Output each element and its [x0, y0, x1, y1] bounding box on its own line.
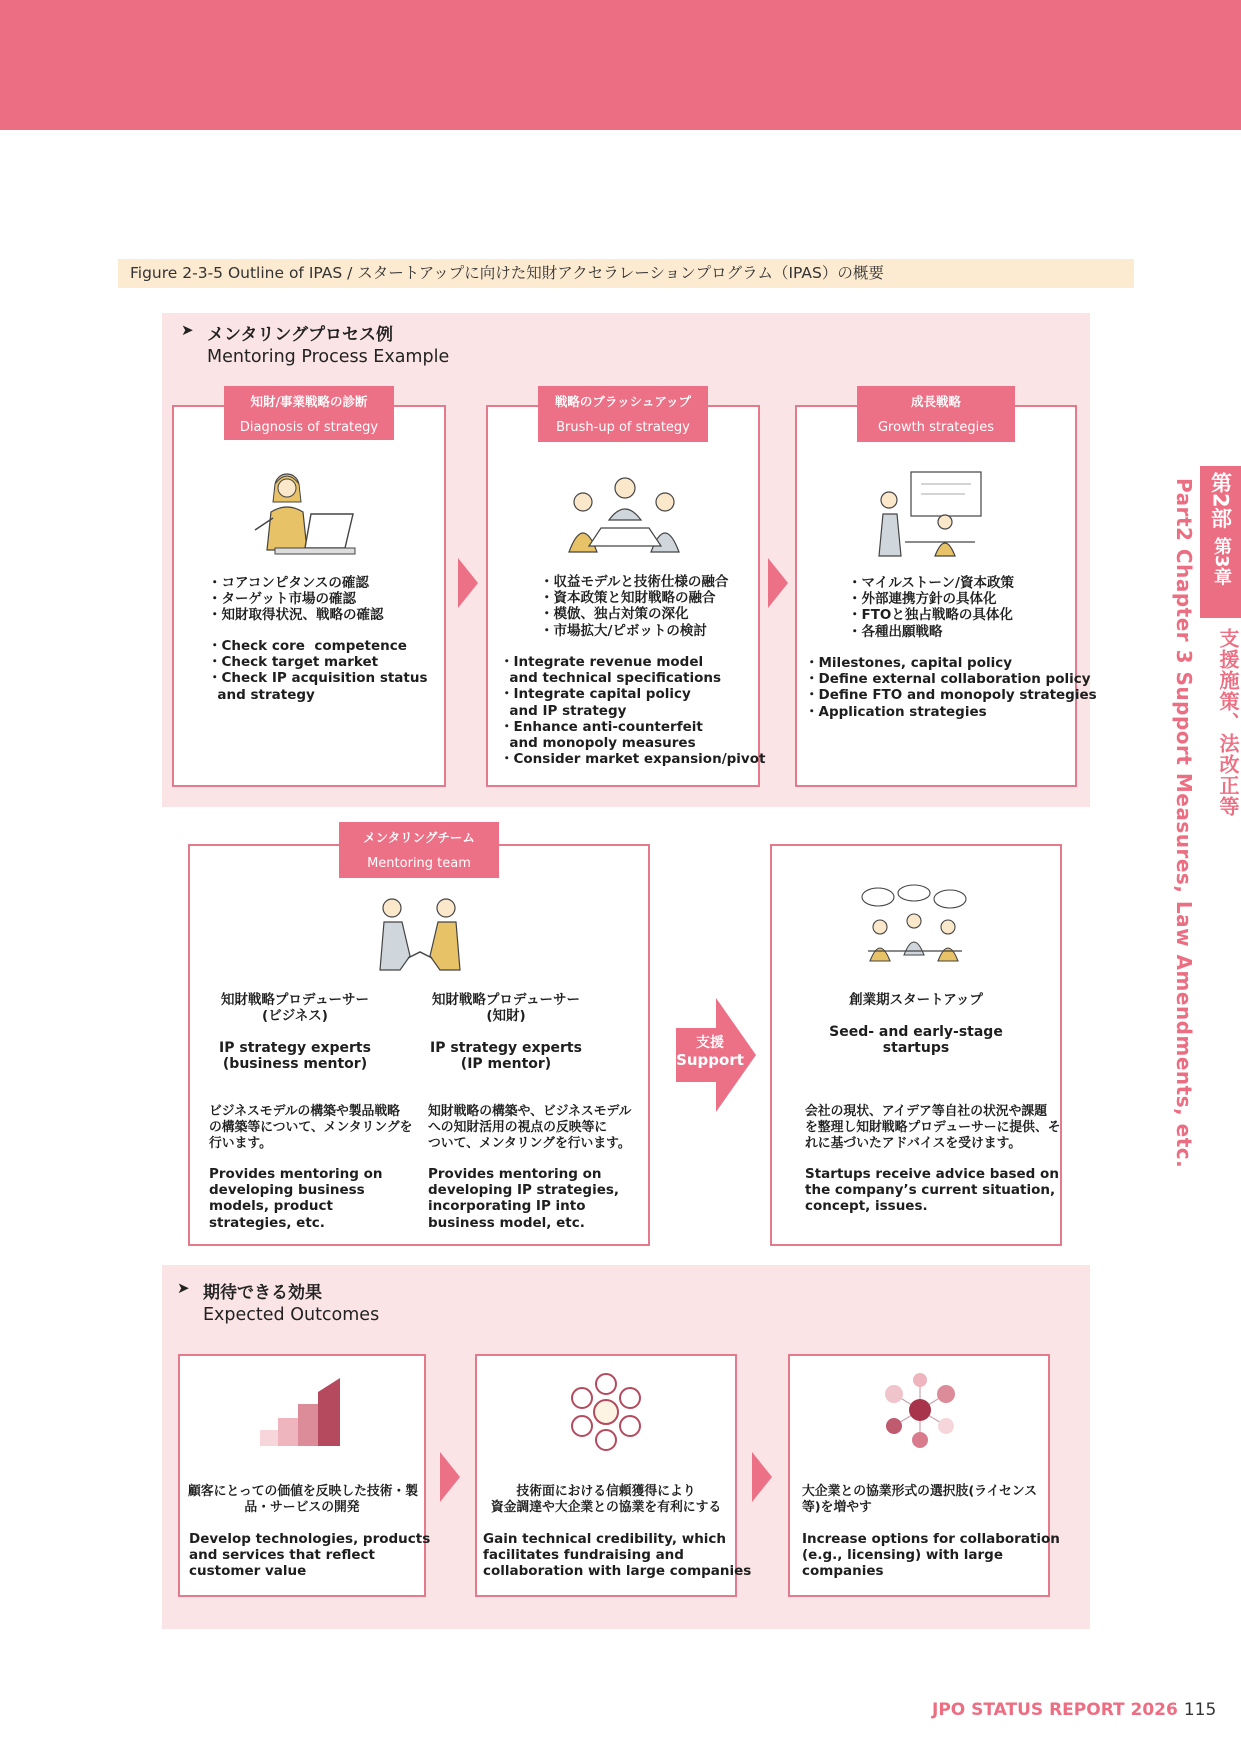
- outcome-3-jp: 大企業との協業形式の選択肢(ライセンス 等)を増やす: [802, 1484, 1038, 1516]
- mentoring-process-heading: [181, 320, 450, 367]
- step-diagnosis-tag-jp: 知財/事業戦略の診断: [250, 394, 368, 409]
- growth-bars-icon: [260, 1378, 340, 1446]
- support-label: [676, 1035, 744, 1069]
- step-brushup-tag: [538, 386, 708, 442]
- step-growth-tag: [857, 386, 1015, 442]
- step-diagnosis-en-list: ・Check core competence ・Check target market ・Check IP acquisition status and strategy: [208, 638, 428, 703]
- process-arrow-1-icon: [458, 558, 478, 608]
- support-label-jp: 支援: [696, 1035, 724, 1051]
- outcome-arrow-2-icon: [752, 1452, 772, 1502]
- step-growth-en-list: ・Milestones, capital policy ・Define external collaboration policy ・Define FTO and monopoly strategies ・Application strategies: [805, 655, 1097, 720]
- mentoring-team-tag-jp: メンタリングチーム: [363, 830, 475, 845]
- page-number: 115: [1183, 1700, 1217, 1720]
- presentation-illustration-icon: [875, 470, 985, 562]
- arrow-bullet-icon: ➤: [177, 1279, 190, 1297]
- business-mentor-title-jp: 知財戦略プロデューサー (ビジネス): [220, 992, 370, 1025]
- startup-team-illustration-icon: [858, 885, 970, 971]
- header-band: [0, 0, 1241, 130]
- support-label-en: Support: [676, 1051, 744, 1069]
- ip-mentor-title-jp: 知財戦略プロデューサー (知財): [431, 992, 581, 1025]
- side-chapter-title-en: Part2 Chapter 3 Support Measures, Law Amendments, etc.: [1172, 478, 1196, 1169]
- startups-title-en: Seed- and early-stage startups: [829, 1024, 1003, 1057]
- chapter-label: 第3章: [1210, 536, 1232, 586]
- step-brushup-tag-jp: 戦略のブラッシュアップ: [554, 394, 692, 409]
- startups-desc-jp: 会社の現状、アイデア等自社の状況や課題 を整理し知財戦略プロデューサーに提供、そ れに基づいたアドバイスを受けます。: [805, 1104, 1061, 1152]
- expected-outcomes-heading-en: Expected Outcomes: [203, 1305, 380, 1325]
- ip-mentor-title-en: IP strategy experts (IP mentor): [430, 1040, 582, 1073]
- expected-outcomes-heading-jp: 期待できる効果: [203, 1283, 322, 1303]
- outcome-1-en: Develop technologies, products and services that reflect customer value: [189, 1531, 431, 1580]
- mentoring-team-tag: [339, 822, 499, 878]
- step-brushup-tag-en: Brush-up of strategy: [556, 420, 690, 435]
- outcome-2-jp: 技術面における信頼獲得により 資金調達や大企業との協業を有利にする: [490, 1484, 722, 1516]
- outcome-arrow-1-icon: [440, 1452, 460, 1502]
- mentoring-process-heading-en: Mentoring Process Example: [207, 347, 450, 367]
- outcome-1-jp: 顧客にとっての価値を反映した技術・製 品・サービスの開発: [188, 1484, 419, 1516]
- handshake-illustration-icon: [370, 896, 470, 974]
- business-mentor-desc-jp: ビジネスモデルの構築や製品戦略 の構築等について、メンタリングを 行います。: [209, 1104, 413, 1152]
- figure-caption: Figure 2-3-5 Outline of IPAS / スタートアップに向けた知財アクセラレーションプログラム（IPAS）の概要: [118, 259, 1134, 288]
- expected-outcomes-heading: [177, 1278, 380, 1325]
- ip-mentor-desc-jp: 知財戦略の構築や、ビジネスモデル への知財活用の視点の反映等に ついて、メンタリングを行います。: [428, 1104, 632, 1152]
- step-growth-tag-jp: 成長戦略: [910, 394, 961, 409]
- woman-laptop-illustration-icon: [245, 468, 360, 558]
- business-mentor-desc-en: Provides mentoring on developing business models, product strategies, etc.: [209, 1166, 383, 1231]
- part-chapter-tab: [1200, 466, 1241, 618]
- footer: [932, 1700, 1216, 1720]
- startups-title-jp: 創業期スタートアップ: [849, 992, 983, 1008]
- arrow-bullet-icon: ➤: [181, 321, 194, 339]
- collaboration-network-icon: [882, 1372, 958, 1448]
- business-mentor-title-en: IP strategy experts (business mentor): [219, 1040, 371, 1073]
- step-growth-tag-en: Growth strategies: [877, 420, 995, 435]
- step-brushup-en-list: ・Integrate revenue model and technical specifications ・Integrate capital policy and IP strategy ・Enhance anti-counterfeit and monopoly measures ・Consider market expansion/pivot: [500, 654, 766, 768]
- side-chapter-title-jp: 支援施策、法改正等: [1216, 628, 1240, 817]
- mentoring-team-tag-en: Mentoring team: [367, 856, 471, 871]
- mentoring-process-heading-jp: メンタリングプロセス例: [207, 325, 393, 345]
- meeting-illustration-icon: [565, 474, 685, 558]
- step-diagnosis-tag-en: Diagnosis of strategy: [239, 420, 379, 435]
- ip-mentor-desc-en: Provides mentoring on developing IP strategies, incorporating IP into business model, etc.: [428, 1166, 620, 1231]
- startups-desc-en: Startups receive advice based on the company’s current situation, concept, issues.: [805, 1166, 1059, 1215]
- part-label: 第2部: [1208, 472, 1233, 529]
- process-arrow-2-icon: [768, 558, 788, 608]
- step-diagnosis-jp-list: ・コアコンピタンスの確認 ・ターゲット市場の確認 ・知財取得状況、戦略の確認: [208, 575, 384, 624]
- outcome-3-en: Increase options for collaboration (e.g., licensing) with large companies: [802, 1531, 1060, 1580]
- step-brushup-jp-list: ・収益モデルと技術仕様の融合 ・資本政策と知財戦略の融合 ・模倣、独占対策の深化 ・市場拡大/ピボットの検討: [540, 574, 729, 639]
- footer-report-title: JPO STATUS REPORT 2026: [932, 1700, 1178, 1720]
- outcome-2-en: Gain technical credibility, which facilitates fundraising and collaboration with large companies: [483, 1531, 752, 1580]
- credibility-hexagons-icon: [566, 1372, 646, 1452]
- step-diagnosis-tag: [224, 386, 394, 440]
- step-growth-jp-list: ・マイルストーン/資本政策 ・外部連携方針の具体化 ・FTOと独占戦略の具体化 ・各種出願戦略: [848, 575, 1014, 640]
